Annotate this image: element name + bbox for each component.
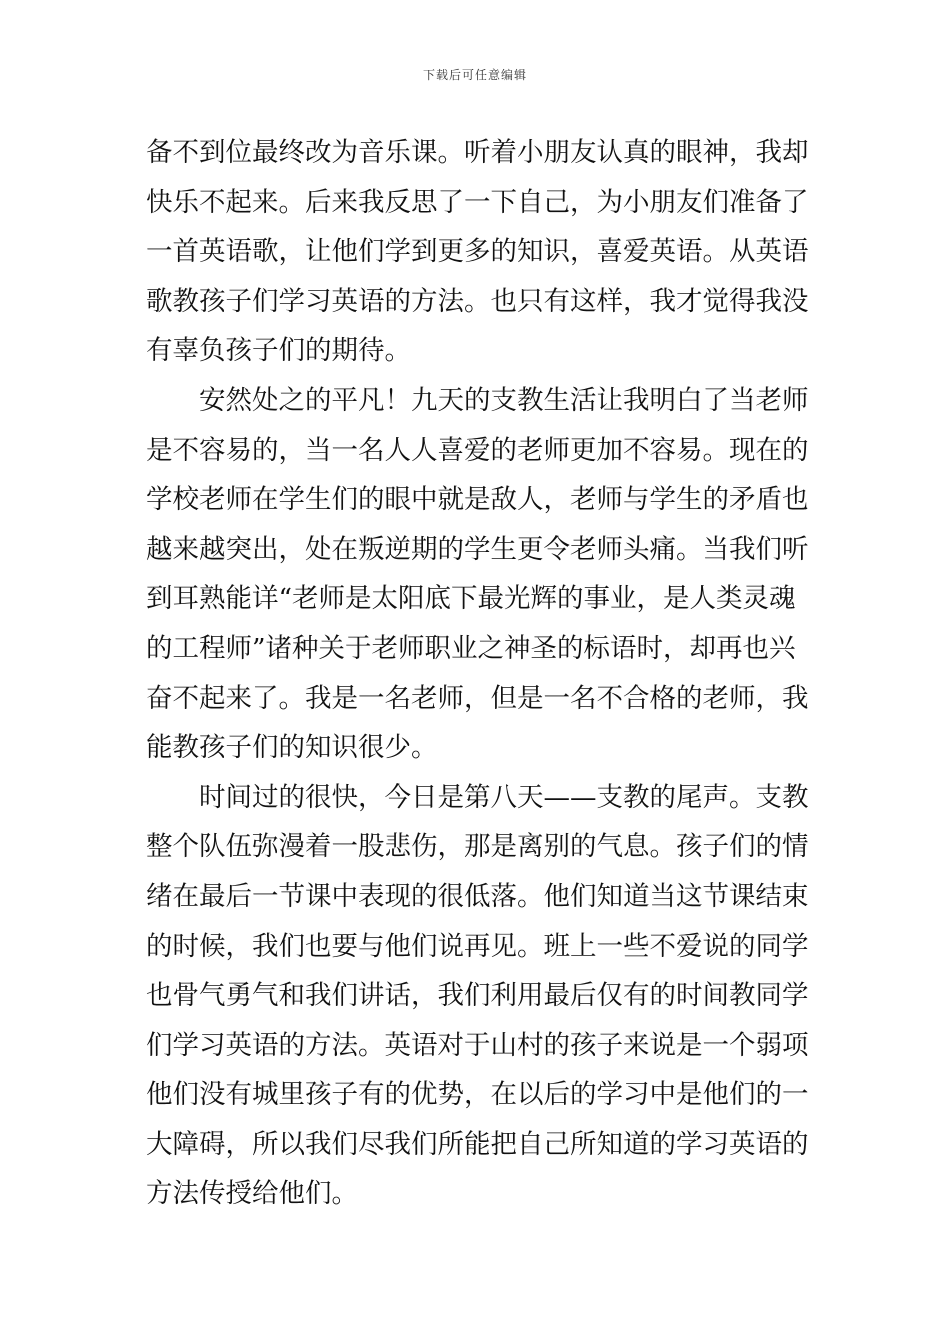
text-line: 是不容易的，当一名人人喜爱的老师更加不容易。现在的 — [146, 434, 809, 466]
text-line: 方法传授给他们。 — [146, 1178, 358, 1210]
text-line: 备不到位最终改为音乐课。听着小朋友认真的眼神，我却 — [146, 137, 809, 168]
text-line: 大障碍，所以我们尽我们所能把自己所知道的学习英语的 — [146, 1128, 809, 1160]
paragraph-1 — [146, 128, 808, 376]
text-line: 们学习英语的方法。英语对于山村的孩子来说是一个弱项 — [146, 1029, 809, 1061]
text-line: 的时候，我们也要与他们说再见。班上一些不爱说的同学 — [146, 930, 809, 962]
text-line: 绪在最后一节课中表现的很低落。他们知道当这节课结束 — [146, 880, 809, 912]
text-line: 他们没有城里孩子有的优势，在以后的学习中是他们的一 — [146, 1079, 809, 1111]
paragraph-2 — [146, 376, 808, 773]
text-line: 有辜负孩子们的期待。 — [146, 335, 411, 367]
text-line: 也骨气勇气和我们讲话，我们利用最后仅有的时间教同学 — [146, 980, 809, 1012]
text-line: 学校老师在学生们的眼中就是敌人，老师与学生的矛盾也 — [146, 484, 809, 516]
text-line: 越来越突出，处在叛逆期的学生更令老师头痛。当我们听 — [146, 533, 809, 565]
text-line: 到耳熟能详“老师是太阳底下最光辉的事业，是人类灵魂 — [146, 583, 796, 615]
page-header: 下载后可任意编辑 — [422, 68, 527, 82]
text-line: 歌教孩子们学习英语的方法。也只有这样，我才觉得我没 — [146, 285, 809, 317]
text-line: 奋不起来了。我是一名老师，但是一名不合格的老师，我 — [146, 682, 809, 714]
text-line: 一首英语歌，让他们学到更多的知识，喜爱英语。从英语 — [146, 236, 809, 268]
text-line-indented: 时间过的很快，今日是第八天——支教的尾声。支教 — [199, 781, 809, 813]
paragraph-3 — [146, 773, 808, 1219]
text-line-indented: 安然处之的平凡！九天的支教生活让我明白了当老师 — [199, 384, 809, 416]
text-line: 整个队伍弥漫着一股悲伤，那是离别的气息。孩子们的情 — [146, 831, 809, 863]
text-line: 快乐不起来。后来我反思了一下自己，为小朋友们准备了 — [146, 186, 809, 218]
text-line: 能教孩子们的知识很少。 — [146, 732, 438, 764]
text-line: 的工程师”诸种关于老师职业之神圣的标语时，却再也兴 — [146, 632, 796, 664]
document-body — [146, 128, 808, 1219]
